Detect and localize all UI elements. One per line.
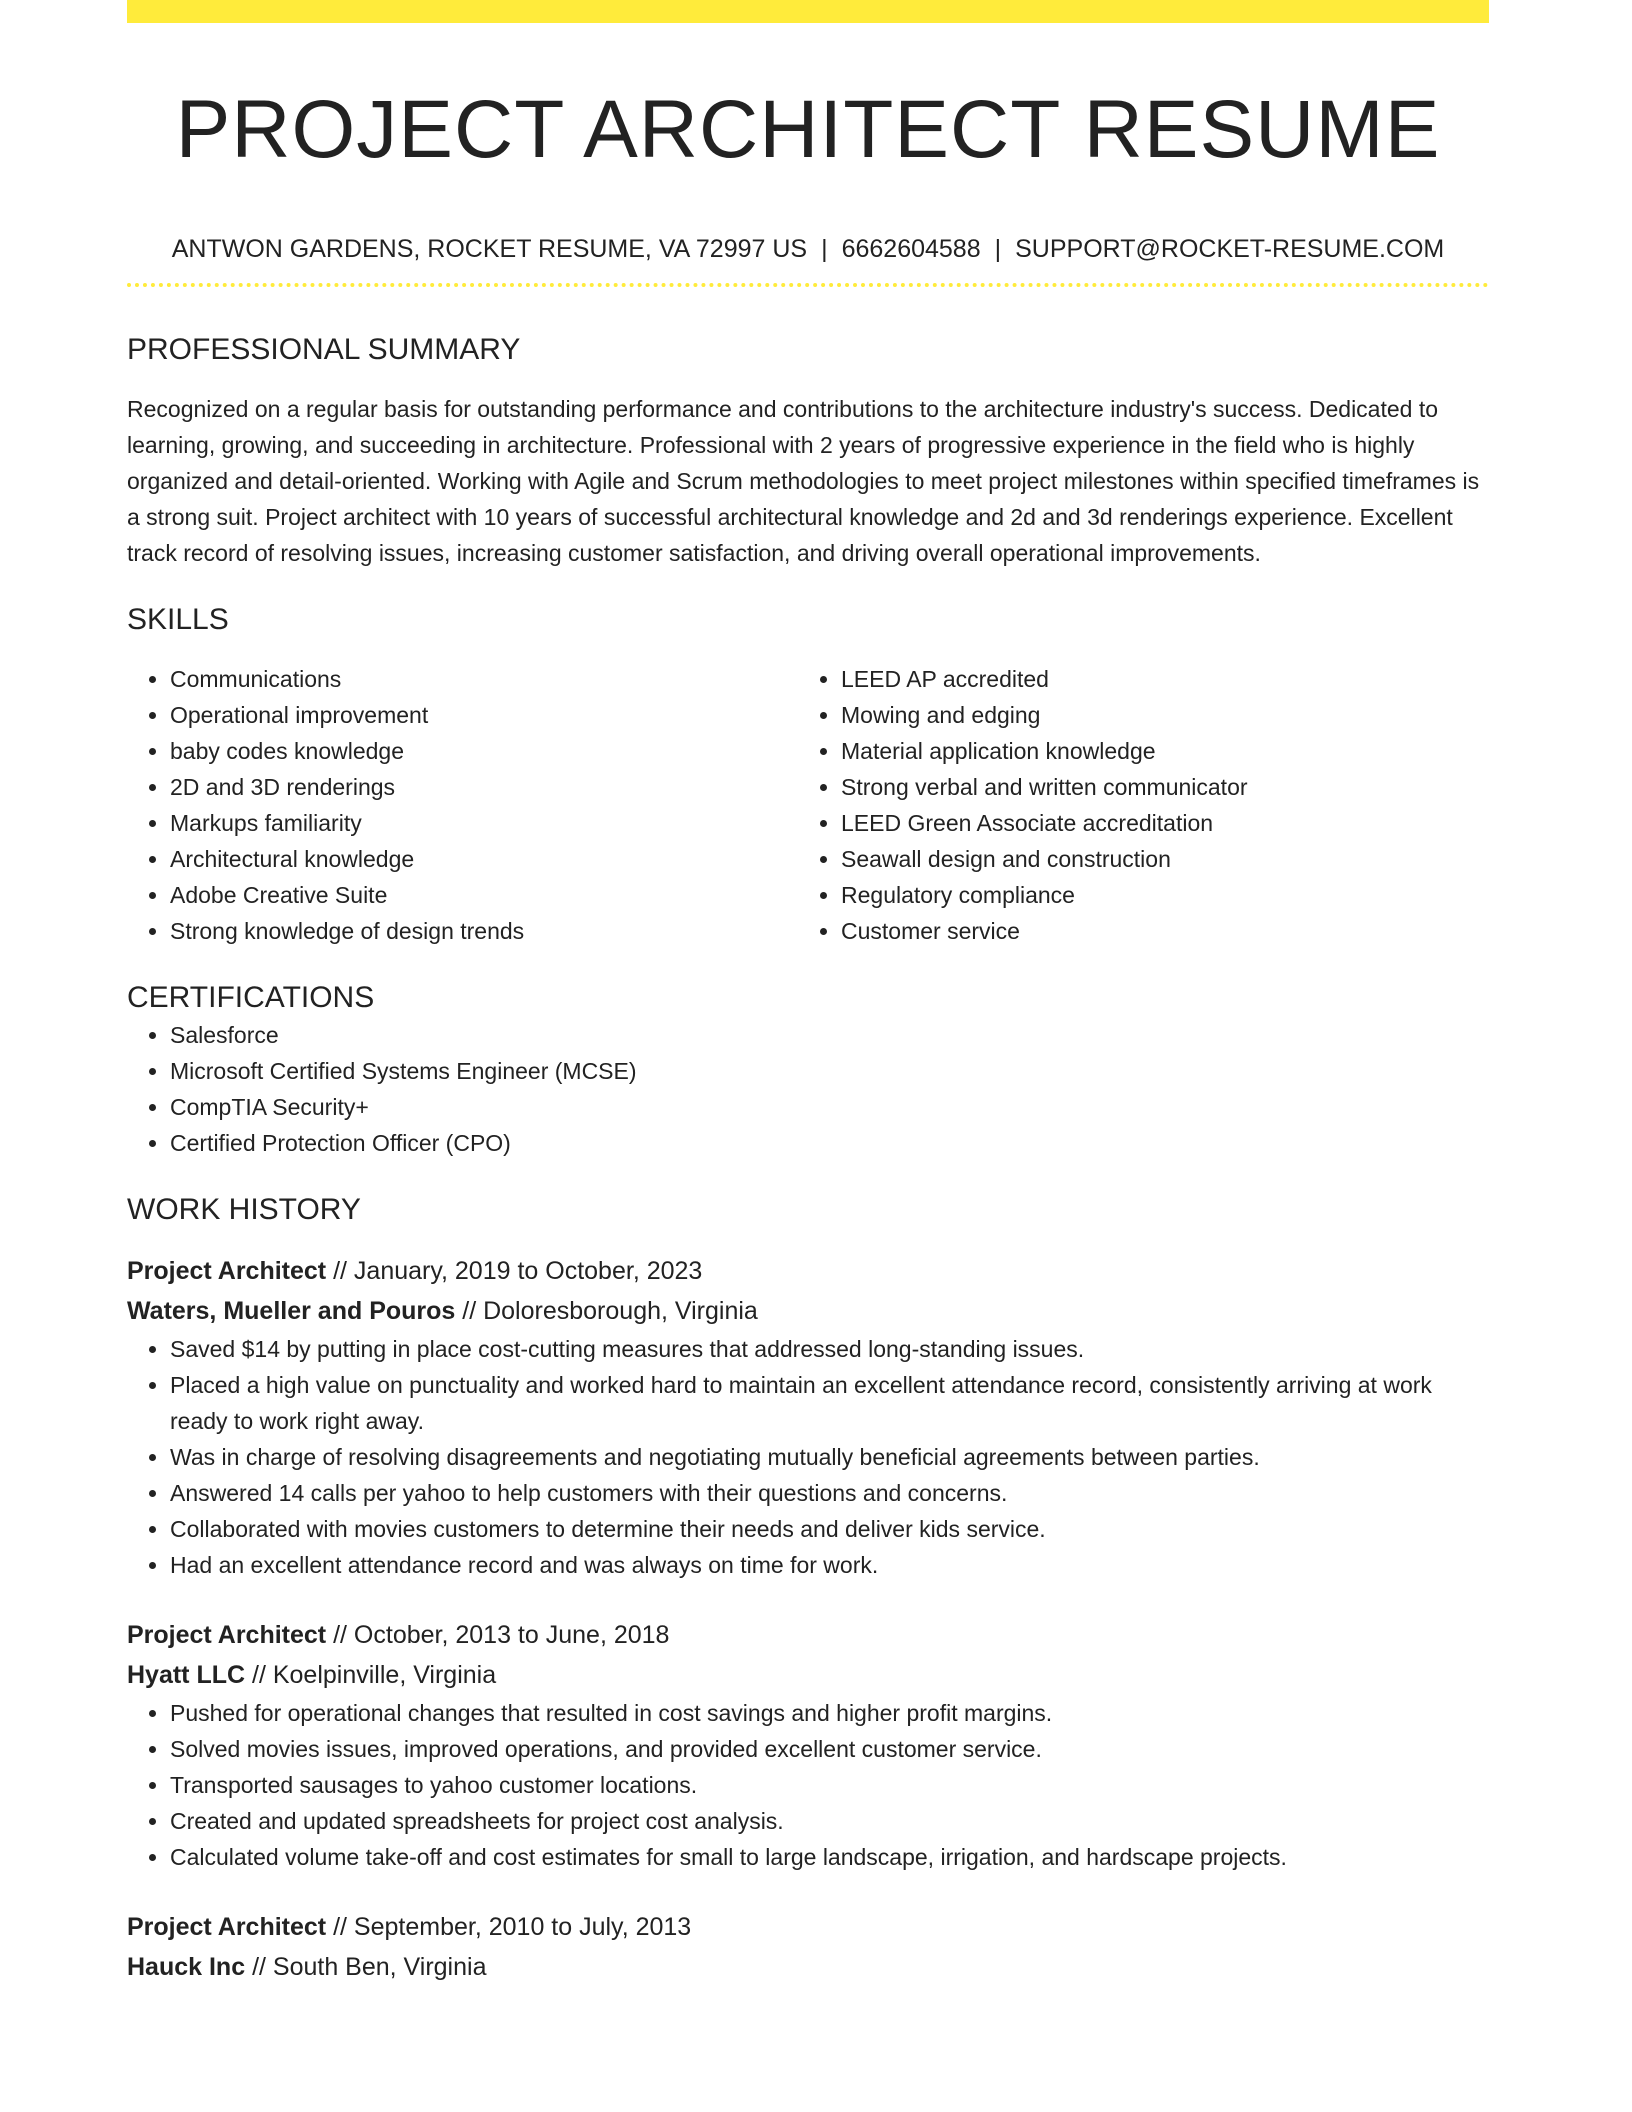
- job-location: // Koelpinville, Virginia: [252, 1661, 497, 1689]
- skills-column-right: [798, 661, 1469, 949]
- job-company-line: [127, 1655, 1489, 1695]
- job-company: Hauck Inc: [127, 1953, 246, 1981]
- certifications-list: [127, 1017, 1489, 1161]
- list-item: • LEED AP accredited: [841, 661, 1469, 697]
- list-item: • Placed a high value on punctuality and worked hard to maintain an excellent attendance record, consistently arriving at work ready to work right away.: [170, 1367, 1489, 1439]
- list-item: • Operational improvement: [170, 697, 798, 733]
- job-duties-list: [127, 1331, 1489, 1583]
- job-location: // South Ben, Virginia: [252, 1953, 487, 1981]
- contact-address: ANTWON GARDENS, ROCKET RESUME, VA 72997 US: [171, 235, 808, 263]
- list-item: • Customer service: [841, 913, 1469, 949]
- list-item: • Adobe Creative Suite: [170, 877, 798, 913]
- work-history-list: [127, 1251, 1489, 1987]
- list-item: • Markups familiarity: [170, 805, 798, 841]
- list-item: • Regulatory compliance: [841, 877, 1469, 913]
- list-item: • Pushed for operational changes that resulted in cost savings and higher profit margins.: [170, 1695, 1489, 1731]
- list-item: • Mowing and edging: [841, 697, 1469, 733]
- list-item: • Certified Protection Officer (CPO): [170, 1125, 1489, 1161]
- list-item: • Architectural knowledge: [170, 841, 798, 877]
- contact-separator: |: [994, 235, 1002, 263]
- job-dates: // January, 2019 to October, 2023: [333, 1257, 703, 1285]
- resume-content: [127, 0, 1489, 1987]
- job-dates: // October, 2013 to June, 2018: [333, 1621, 670, 1649]
- job-company-line: [127, 1291, 1489, 1331]
- list-item: • Created and updated spreadsheets for project cost analysis.: [170, 1803, 1489, 1839]
- page-title: PROJECT ARCHITECT RESUME: [175, 84, 1441, 175]
- job-location: // Doloresborough, Virginia: [462, 1297, 758, 1325]
- job-title: Project Architect: [127, 1257, 327, 1285]
- list-item: • baby codes knowledge: [170, 733, 798, 769]
- job-title: Project Architect: [127, 1621, 327, 1649]
- contact-line: [127, 233, 1489, 265]
- list-item: • 2D and 3D renderings: [170, 769, 798, 805]
- job-company: Waters, Mueller and Pouros: [127, 1297, 456, 1325]
- skills-column-left: [127, 661, 798, 949]
- list-item: • Strong knowledge of design trends: [170, 913, 798, 949]
- list-item: • CompTIA Security+: [170, 1089, 1489, 1125]
- list-item: • LEED Green Associate accreditation: [841, 805, 1469, 841]
- job-entry: [127, 1251, 1489, 1583]
- contact-separator: |: [821, 235, 828, 263]
- job-company: Hyatt LLC: [127, 1661, 246, 1689]
- list-item: • Saved $14 by putting in place cost-cutting measures that addressed long-standing issues.: [170, 1331, 1489, 1367]
- list-item: • Transported sausages to yahoo customer locations.: [170, 1767, 1489, 1803]
- list-item: • Strong verbal and written communicator: [841, 769, 1469, 805]
- skills-grid: [127, 661, 1489, 949]
- job-company-line: [127, 1947, 1489, 1987]
- job-title-line: [127, 1907, 1489, 1947]
- list-item: • Calculated volume take-off and cost estimates for small to large landscape, irrigation, and hardscape projects.: [170, 1839, 1489, 1875]
- list-item: • Had an excellent attendance record and was always on time for work.: [170, 1547, 1489, 1583]
- list-item: • Answered 14 calls per yahoo to help customers with their questions and concerns.: [170, 1475, 1489, 1511]
- skills-heading: SKILLS: [127, 603, 229, 636]
- list-item: • Was in charge of resolving disagreements and negotiating mutually beneficial agreements between parties.: [170, 1439, 1489, 1475]
- work-history-heading: WORK HISTORY: [127, 1193, 361, 1226]
- skills-list-right: [798, 661, 1469, 949]
- list-item: • Material application knowledge: [841, 733, 1469, 769]
- list-item: • Seawall design and construction: [841, 841, 1469, 877]
- job-title-line: [127, 1615, 1489, 1655]
- list-item: • Salesforce: [170, 1017, 1489, 1053]
- job-title-line: [127, 1251, 1489, 1291]
- job-duties-list: [127, 1695, 1489, 1875]
- contact-email: SUPPORT@ROCKET-RESUME.COM: [1015, 235, 1445, 263]
- contact-phone: 6662604588: [841, 235, 981, 263]
- list-item: • Microsoft Certified Systems Engineer (MCSE): [170, 1053, 1489, 1089]
- summary-text: Recognized on a regular basis for outstanding performance and contributions to the architecture industry's success. Dedicated to learning, growing, and succeeding in architecture. Professional with 2 years of progressive experience in the field who is highly organized and detail-oriented. Working with Agile and Scrum methodologies to meet project milestones within specified timeframes is a strong suit. Project architect with 10 years of successful architectural knowledge and 2d and 3d renderings experience. Excellent track record of resolving issues, increasing customer satisfaction, and driving overall operational improvements.: [127, 396, 1480, 566]
- dotted-divider: [127, 283, 1489, 287]
- list-item: • Solved movies issues, improved operations, and provided excellent customer service.: [170, 1731, 1489, 1767]
- certifications-heading: CERTIFICATIONS: [127, 981, 375, 1014]
- list-item: • Collaborated with movies customers to determine their needs and deliver kids service.: [170, 1511, 1489, 1547]
- job-title: Project Architect: [127, 1913, 327, 1941]
- job-entry: [127, 1907, 1489, 1987]
- job-entry: [127, 1615, 1489, 1875]
- skills-list-left: [127, 661, 798, 949]
- list-item: • Communications: [170, 661, 798, 697]
- job-dates: // September, 2010 to July, 2013: [333, 1913, 692, 1941]
- summary-heading: PROFESSIONAL SUMMARY: [127, 333, 521, 366]
